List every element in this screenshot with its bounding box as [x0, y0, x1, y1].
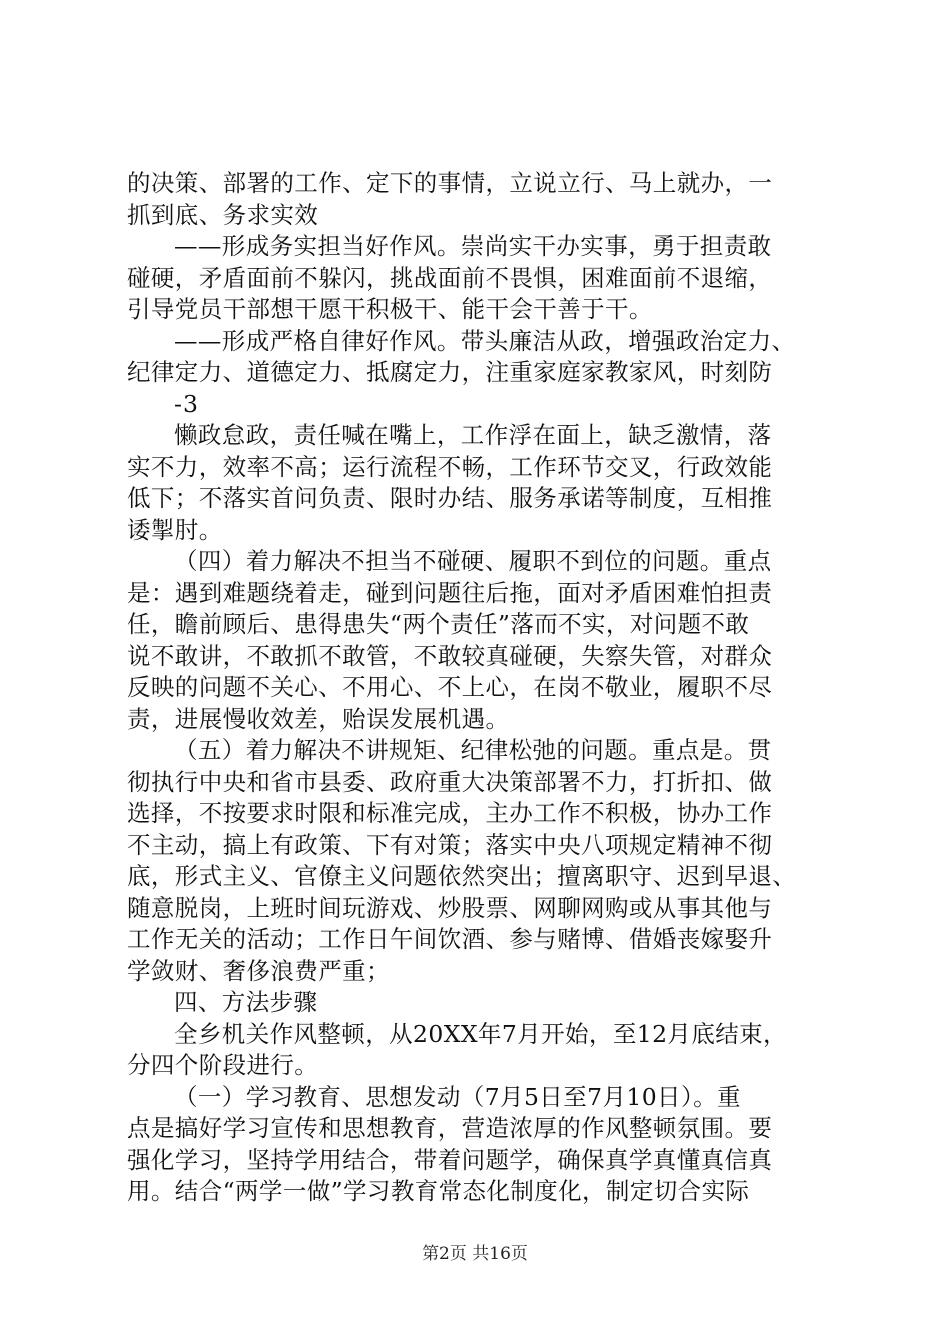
text-line: 工作无关的活动；工作日午间饮酒、参与赌博、借婚丧嫁娶升	[127, 925, 773, 953]
text-line: 说不敢讲，不敢抓不敢管，不敢较真碰硬，失察失管，对群众	[127, 641, 773, 670]
text-line: 的决策、部署的工作、定下的事情，立说立行、马上就办，一	[127, 169, 773, 197]
text-line: 选择，不按要求时限和标准完成，主办工作不积极，协办工作	[127, 799, 773, 827]
text-line: 学敛财、奢侈浪费严重；	[127, 956, 390, 985]
text-line: 懒政怠政，责任喊在嘴上，工作浮在面上，缺乏激情，落	[174, 421, 772, 449]
text-line: ——形成务实担当好作风。崇尚实干办实事，勇于担责敢	[174, 232, 772, 260]
text-line: 全乡机关作风整顿，从20XX年7月开始，至12月底结束，	[174, 1019, 787, 1048]
text-line: 纪律定力、道德定力、抵腐定力，注重家庭家教家风，时刻防	[127, 358, 773, 386]
text-line: （五）着力解决不讲规矩、纪律松弛的问题。重点是。贯	[174, 736, 772, 764]
text-line: 反映的问题不关心、不用心、不上心，在岗不敬业，履职不尽	[127, 673, 773, 701]
text-line: 分四个阶段进行。	[127, 1051, 319, 1079]
text-line: 底，形式主义、官僚主义问题依然突出；擅离职守、迟到早退、	[127, 862, 797, 890]
text-line: 任，瞻前顾后、患得患失“两个责任”落而不实，对问题不敢	[127, 610, 750, 638]
text-line: 彻执行中央和省市县委、政府重大决策部署不力，打折扣、做	[127, 767, 773, 796]
text-line: 随意脱岗，上班时间玩游戏、炒股票、网聊网购或从事其他与	[127, 893, 773, 922]
text-line: 用。结合“两学一做”学习教育常态化制度化，制定切合实际	[127, 1177, 750, 1205]
text-line: 责，进展慢收效差，贻误发展机遇。	[127, 704, 510, 733]
text-line: 碰硬，矛盾面前不躲闪，挑战面前不畏惧，困难面前不退缩，	[127, 263, 773, 292]
text-line: 四、方法步骤	[174, 988, 318, 1016]
text-line: 实不力，效率不高；运行流程不畅，工作环节交叉，行政效能	[127, 452, 773, 481]
text-line: （一）学习教育、思想发动（7月5日至7月10日）。重	[174, 1082, 741, 1111]
text-line: 强化学习，坚持学用结合，带着问题学，确保真学真懂真信真	[127, 1145, 773, 1174]
text-line: 抓到底、务求实效	[127, 200, 319, 229]
page-footer: 第2页 共16页	[422, 1244, 528, 1264]
text-line: 点是搞好学习宣传和思想教育，营造浓厚的作风整顿氛围。要	[127, 1114, 773, 1142]
document-body	[127, 168, 847, 1208]
text-line: 诿掣肘。	[127, 515, 223, 544]
text-line: ——形成严格自律好作风。带头廉洁从政，增强政治定力、	[174, 326, 796, 355]
text-line: 低下；不落实首问负责、限时办结、服务承诺等制度，互相推	[127, 484, 773, 512]
text-line: （四）着力解决不担当不碰硬、履职不到位的问题。重点	[174, 547, 772, 575]
page-marker: -3	[174, 389, 199, 418]
text-line: 不主动，搞上有政策、下有对策；落实中央八项规定精神不彻	[127, 830, 773, 859]
text-line: 是：遇到难题绕着走，碰到问题往后拖，面对矛盾困难怕担责	[127, 578, 773, 607]
text-line: 引导党员干部想干愿干积极干、能干会干善于干。	[127, 295, 653, 323]
